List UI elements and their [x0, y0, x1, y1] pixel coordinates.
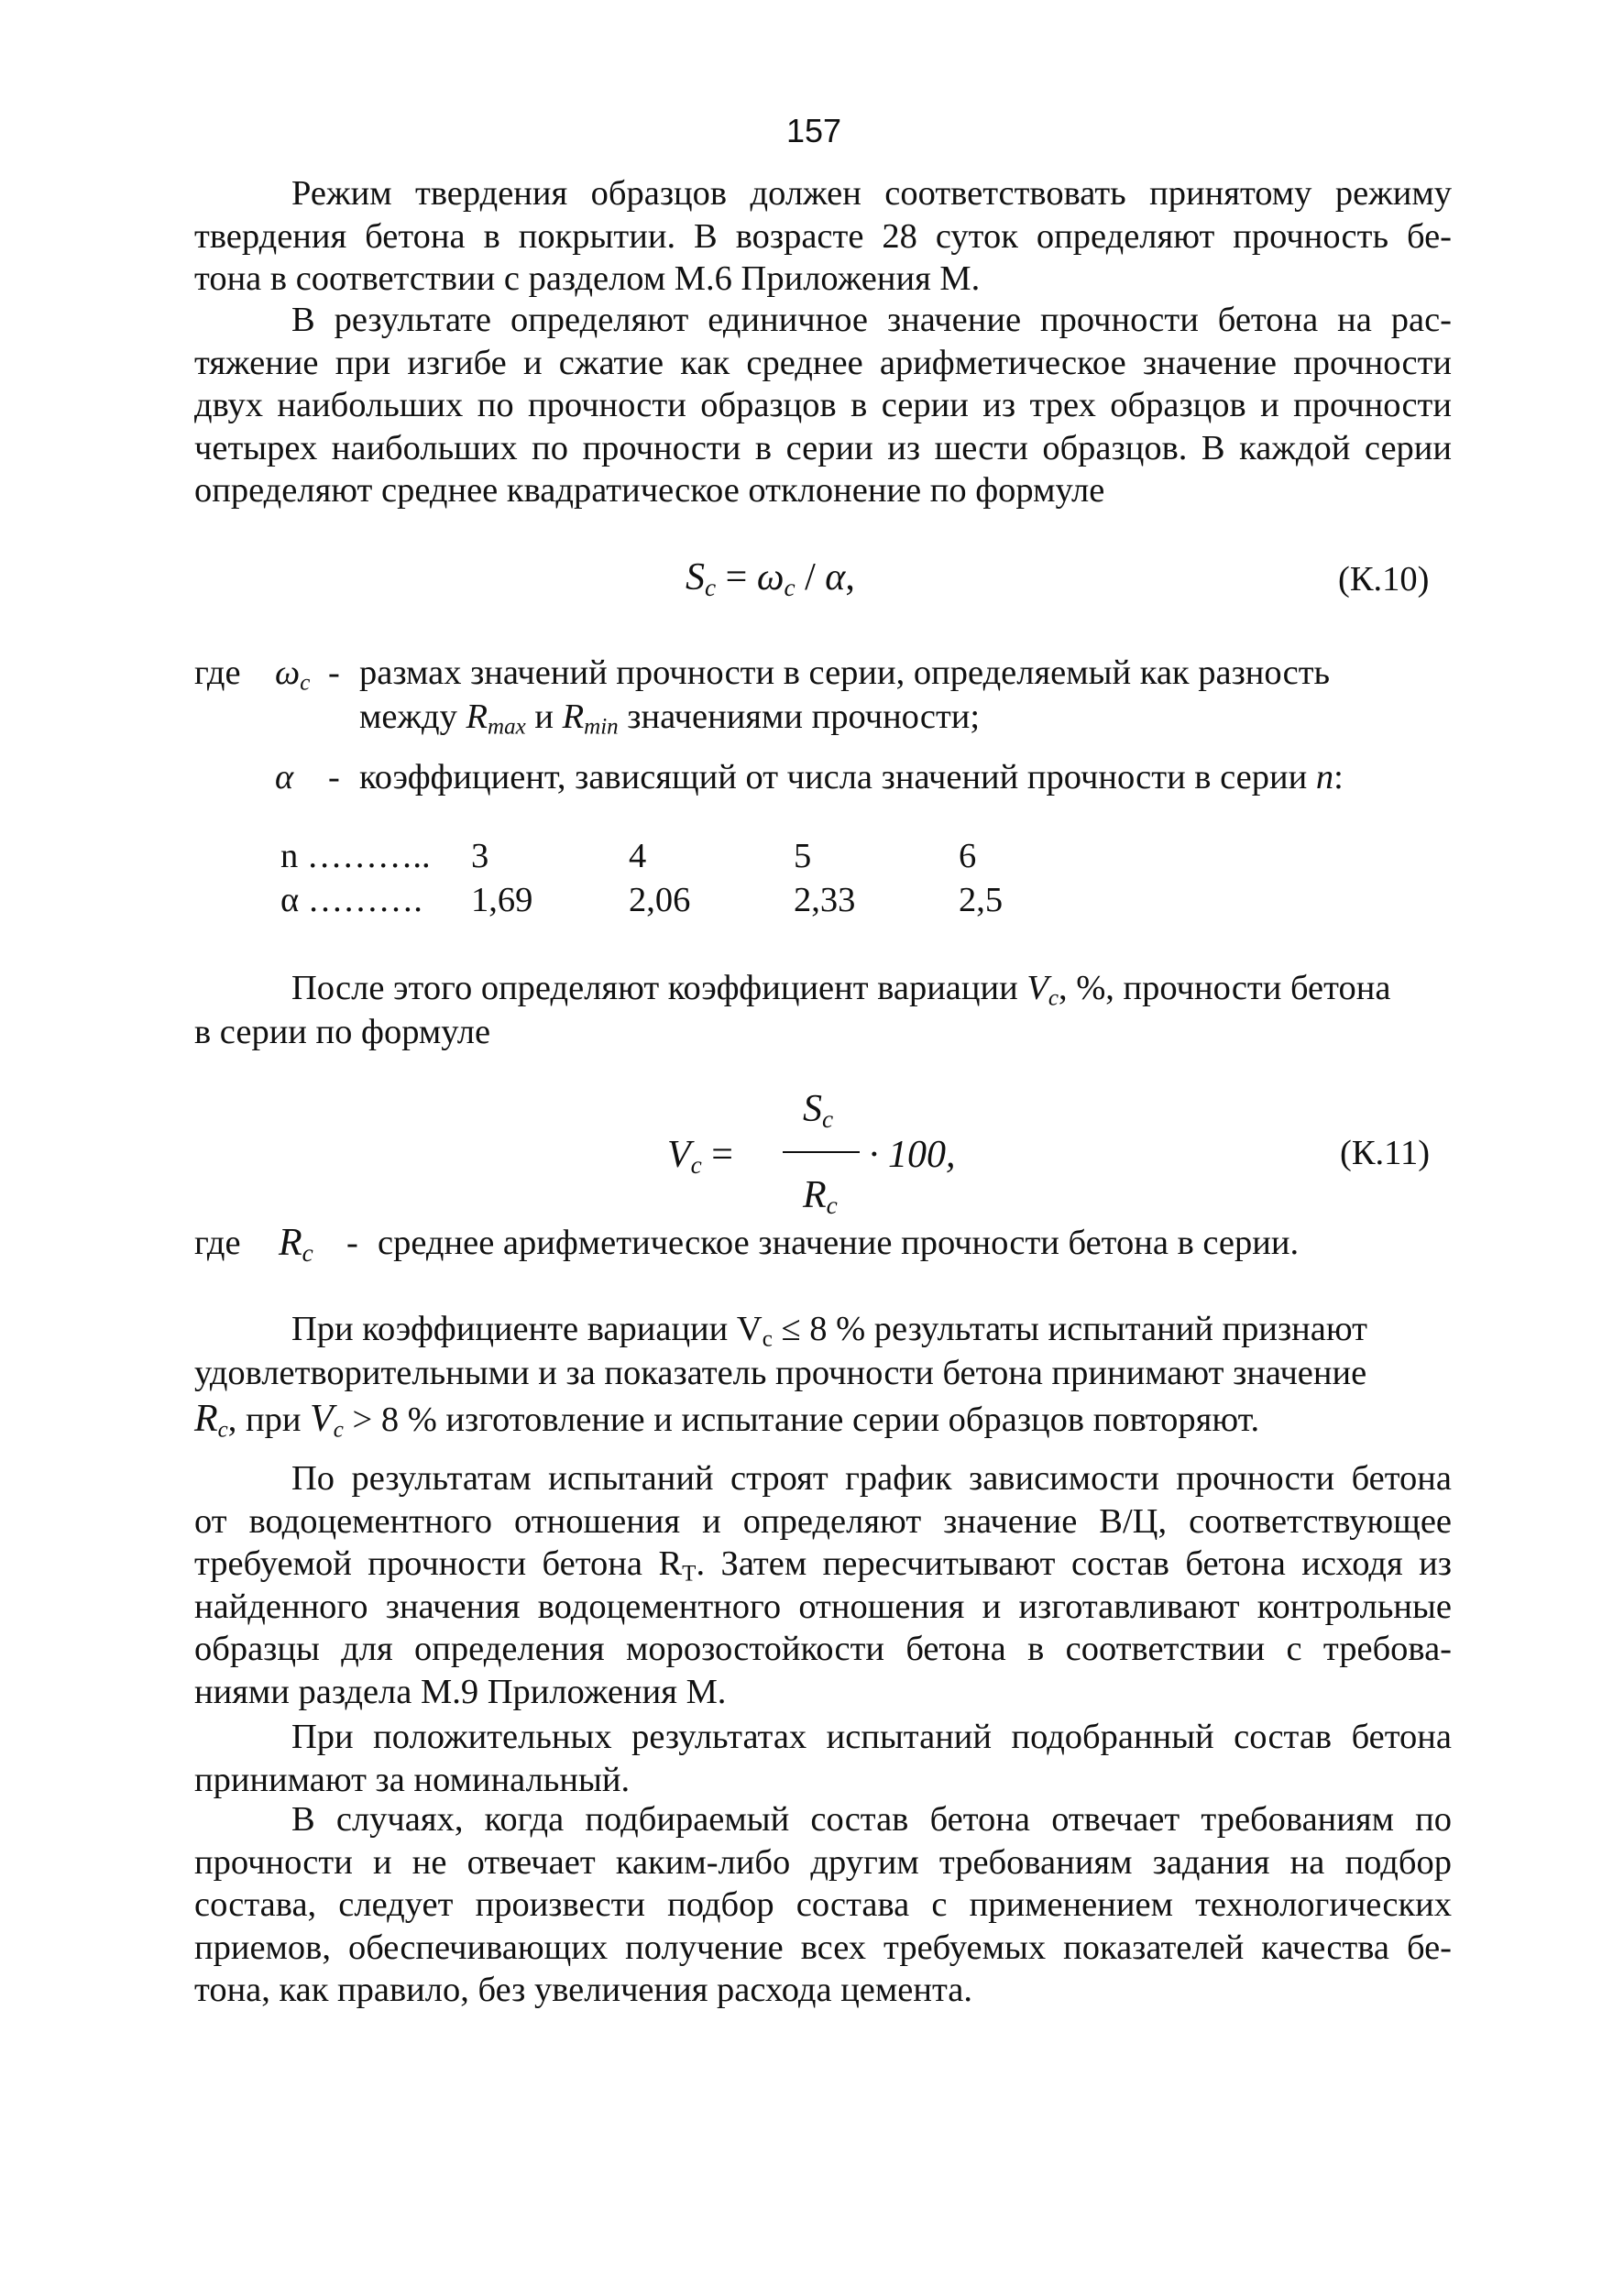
alpha-description: коэффициент, зависящий от числа значений прочности в серии n: — [359, 758, 1344, 796]
table-row-n-label: n ……….. — [280, 837, 431, 875]
dash: - — [328, 758, 340, 796]
omega-description: размах значений прочности в серии, определяемый как разность — [359, 654, 1331, 692]
table-cell: 1,69 — [471, 881, 533, 919]
formula-k11-numerator: $S_c$ — [803, 1088, 834, 1133]
paragraph-5 — [194, 1457, 1452, 1713]
text-line: двух наибольших по прочности образцов в серии из трех образцов и прочности — [194, 386, 1452, 424]
page-number: 157 — [786, 112, 842, 149]
text-line: При положительных результатах испытаний подобранный состав бетона — [291, 1718, 1452, 1756]
where-word: где — [194, 654, 241, 692]
omega-symbol: $\omega_c$ — [275, 654, 311, 696]
text-line: состава, следует произвести подбор состава с применением технологических — [194, 1885, 1452, 1924]
table-cell: 2,06 — [629, 881, 691, 919]
text-line: тона в соответствии с разделом М.6 Приложения М. — [194, 259, 981, 298]
formula-k11-denominator: $R_c$ — [803, 1174, 838, 1219]
paragraph-7 — [194, 1798, 1452, 2012]
alpha-symbol: α — [275, 758, 294, 796]
dash: - — [346, 1224, 358, 1262]
table-cell: 2,5 — [959, 881, 1004, 919]
text-line: четырех наибольших по прочности в серии из шести образцов. В каждой серии — [194, 428, 1452, 467]
text-line: По результатам испытаний строят график зависимости прочности бетона — [291, 1459, 1452, 1498]
paragraph-4-line-1: При коэффициенте вариации $V_c \le 8$ % результаты испытаний признают — [291, 1310, 1367, 1352]
formula-k10: $S_c = \omega_c / \alpha$, — [686, 556, 855, 601]
text-line: принимают за номинальный. — [194, 1760, 631, 1799]
paragraph-6 — [194, 1716, 1452, 1801]
table-cell: 2,33 — [794, 881, 856, 919]
text-line: В результате определяют единичное значение прочности бетона на рас- — [291, 301, 1452, 339]
formula-k11-label: (К.11) — [1340, 1134, 1431, 1172]
text-line: ниями раздела М.9 Приложения М. — [194, 1672, 727, 1711]
paragraph-3-line-2: в серии по формуле — [194, 1013, 491, 1051]
text-line: требуемой прочности бетона $R_T$. Затем пересчитывают состав бетона исходя из — [194, 1544, 1452, 1587]
omega-description-cont: между $R_{max}$ и $R_{min}$ значениями прочности; — [359, 698, 981, 740]
text-line: тяжение при изгибе и сжатие как среднее арифметическое значение прочности — [194, 343, 1452, 382]
fraction-bar — [783, 1151, 860, 1153]
text-line: Режим твердения образцов должен соответствовать принятому режиму — [291, 174, 1452, 213]
text-line: В случаях, когда подбираемый состав бетона отвечает требованиям по — [291, 1800, 1452, 1839]
dash: - — [328, 654, 340, 692]
paragraph-2 — [194, 299, 1452, 512]
text-line: от водоцементного отношения и определяют значение В/Ц, соответствующее — [194, 1501, 1452, 1541]
where-word: где — [194, 1224, 241, 1262]
text-line: прочности и не отвечает каким-либо другим требованиям задания на подбор — [194, 1842, 1452, 1882]
text-line: тона, как правило, без увеличения расхода цемента. — [194, 1971, 972, 2009]
rc-description: среднее арифметическое значение прочности бетона в серии. — [378, 1224, 1300, 1262]
formula-k10-label: (К.10) — [1338, 560, 1430, 599]
table-row-alpha-label: α ………. — [280, 881, 422, 919]
formula-k11-multiplier: · 100, — [869, 1134, 956, 1176]
table-cell: 6 — [959, 837, 977, 875]
text-line: образцы для определения морозостойкости бетона в соответствии с требова- — [194, 1630, 1452, 1668]
text-line: найденного значения водоцементного отношения и изготавливают контрольные — [194, 1587, 1452, 1626]
paragraph-4-line-3: $R_c$, при $V_c > 8$ % изготовление и испытание серии образцов повторяют. — [194, 1398, 1260, 1443]
table-cell: 3 — [471, 837, 489, 875]
text-line: приемов, обеспечивающих получение всех требуемых показателей качества бе- — [194, 1928, 1452, 1967]
paragraph-1 — [194, 172, 1452, 301]
table-cell: 4 — [629, 837, 647, 875]
paragraph-4-line-2: удовлетворительными и за показатель прочности бетона принимают значение — [194, 1354, 1367, 1392]
text-line: твердения бетона в покрытии. В возрасте 28 суток определяют прочность бе- — [194, 216, 1452, 256]
formula-k11-lhs: $V_c$ = — [667, 1134, 733, 1179]
rc-symbol: $R_c$ — [279, 1222, 313, 1267]
text-line: определяют среднее квадратическое отклонение по формуле — [194, 471, 1105, 510]
table-cell: 5 — [794, 837, 812, 875]
paragraph-3-line-1: После этого определяют коэффициент вариации $V_c$, %, прочности бетона — [291, 969, 1391, 1011]
